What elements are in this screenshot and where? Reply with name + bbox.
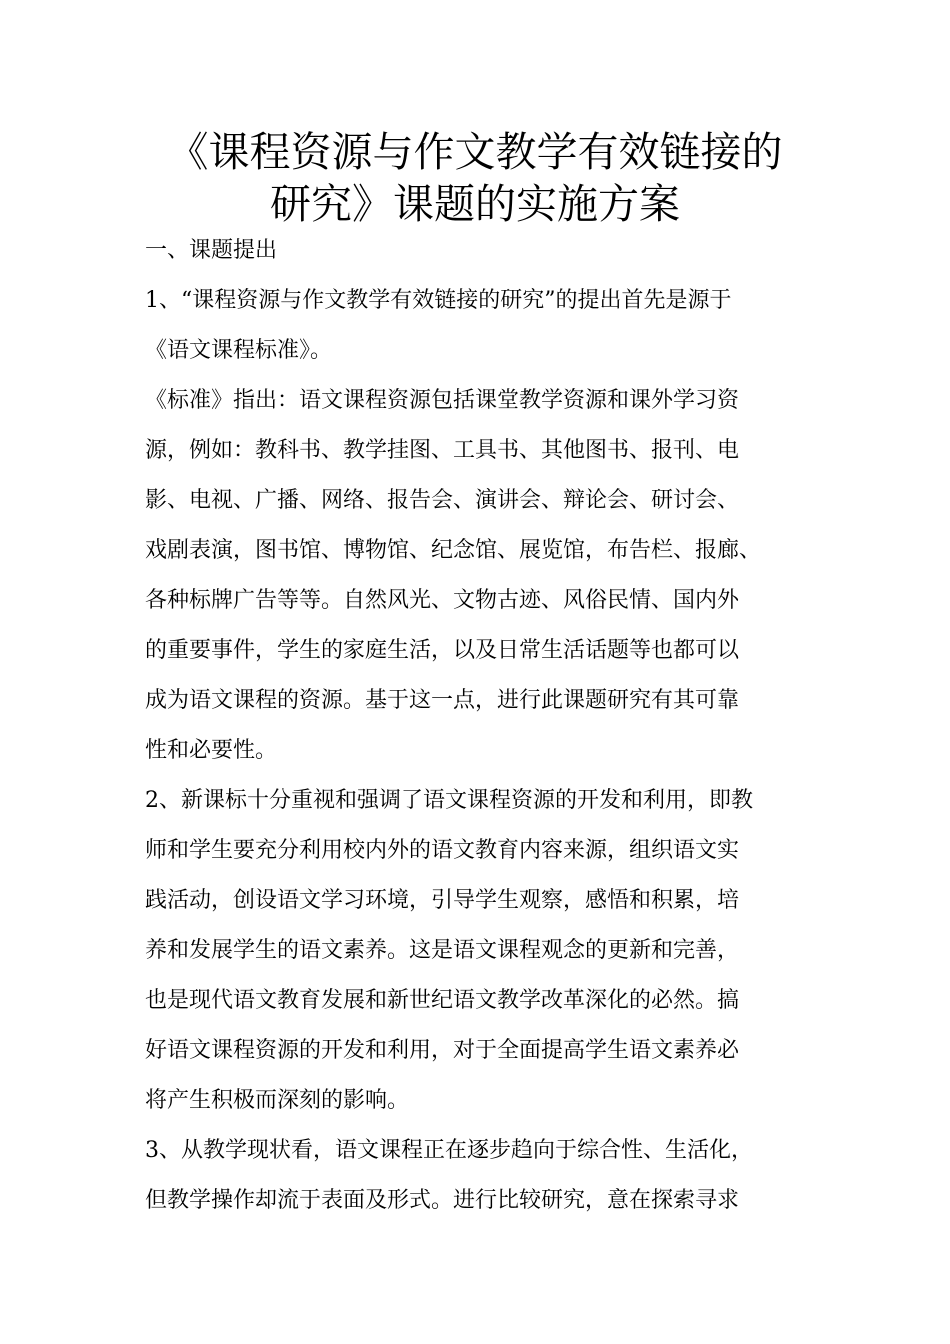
text-line: 《语文课程标准》。 [145,338,333,363]
text-line: 各种标牌广告等等。自然风光、文物古迹、风俗民情、国内外 [145,588,740,613]
text-line: 戏剧表演，图书馆、博物馆、纪念馆、展览馆，布告栏、报廊、 [145,538,762,563]
document-title-line-1: 《课程资源与作文教学有效链接的 [167,128,783,176]
text-line: 《标准》指出：语文课程资源包括课堂教学资源和课外学习资 [145,388,740,413]
text-line: 养和发展学生的语文素养。这是语文课程观念的更新和完善， [145,938,740,963]
text-line: 3、从教学现状看，语文课程正在逐步趋向于综合性、生活化， [145,1138,753,1163]
text-line: 但教学操作却流于表面及形式。进行比较研究，意在探索寻求 [145,1188,740,1213]
text-line: 的重要事件，学生的家庭生活，以及日常生活话题等也都可以 [145,638,740,663]
text-line: 2、新课标十分重视和强调了语文课程资源的开发和利用，即教 [145,788,753,813]
text-line: 好语文课程资源的开发和利用，对于全面提高学生语文素养必 [145,1038,740,1063]
section-heading: 一、课题提出 [145,238,278,263]
text-line: 性和必要性。 [145,738,278,763]
text-line: 也是现代语文教育发展和新世纪语文教学改革深化的必然。搞 [145,988,740,1013]
text-line: 影、电视、广播、网络、报告会、演讲会、辩论会、研讨会、 [145,488,740,513]
text-line: 师和学生要充分利用校内外的语文教育内容来源，组织语文实 [145,838,740,863]
document-title-line-2: 研究》课题的实施方案 [270,180,680,228]
text-line: 践活动，创设语文学习环境，引导学生观察，感悟和积累，培 [145,888,740,913]
text-line: 1、“课程资源与作文教学有效链接的研究”的提出首先是源于 [145,288,732,313]
text-line: 成为语文课程的资源。基于这一点，进行此课题研究有其可靠 [145,688,740,713]
document-body [145,226,835,1226]
text-line: 将产生积极而深刻的影响。 [145,1088,410,1113]
text-line: 源，例如：教科书、教学挂图、工具书、其他图书、报刊、电 [145,438,740,463]
